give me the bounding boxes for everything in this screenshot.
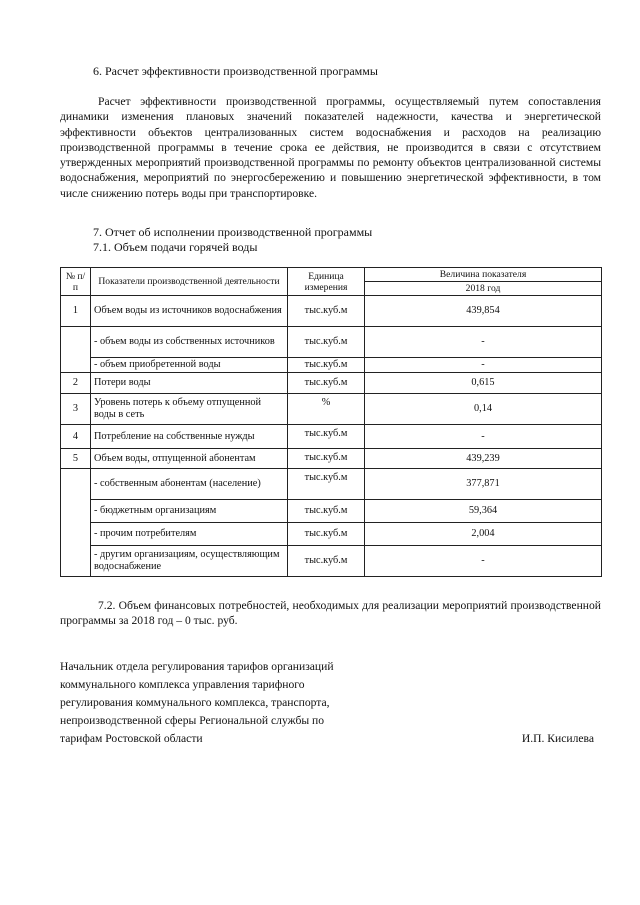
- row-unit: тыс.куб.м: [288, 449, 365, 469]
- row-num: [61, 327, 91, 373]
- section-7-2-text: 7.2. Объем финансовых потребностей, необходимых для реализации мероприятий производственной программы за 2018 год – 0 тыс. руб.: [60, 599, 601, 628]
- row-value: 439,239: [365, 449, 602, 469]
- row-num: 3: [61, 394, 91, 425]
- row-num: 4: [61, 425, 91, 449]
- table-row: [61, 425, 602, 449]
- water-supply-table: [60, 267, 602, 577]
- table-row: [61, 327, 602, 358]
- header-num: № п/п: [61, 268, 91, 296]
- row-indicator: - собственным абонентам (население): [91, 469, 288, 500]
- table-row: [61, 469, 602, 500]
- row-num: 1: [61, 296, 91, 327]
- row-value: 0,615: [365, 373, 602, 394]
- row-unit: тыс.куб.м: [288, 425, 365, 449]
- row-unit: тыс.куб.м: [288, 373, 365, 394]
- row-indicator: Потребление на собственные нужды: [91, 425, 288, 449]
- section-7-title: 7. Отчет об исполнении производственной программы: [93, 225, 373, 239]
- section-6-paragraph: [60, 94, 601, 201]
- table-row: [61, 394, 602, 425]
- row-value: 439,854: [365, 296, 602, 327]
- row-indicator: - бюджетным организациям: [91, 500, 288, 523]
- row-indicator: Объем воды из источников водоснабжения: [91, 296, 288, 327]
- row-indicator: - объем приобретенной воды: [91, 358, 288, 373]
- header-indicator: Показатели производственной деятельности: [91, 268, 288, 296]
- signature-line: тарифам Ростовской области: [60, 732, 203, 745]
- table-row: [61, 373, 602, 394]
- row-unit: тыс.куб.м: [288, 500, 365, 523]
- table-row: [61, 296, 602, 327]
- signature-line: Начальник отдела регулирования тарифов организаций: [60, 660, 334, 673]
- row-value: 0,14: [365, 394, 602, 425]
- row-unit: тыс.куб.м: [288, 546, 365, 577]
- section-7-1-title: 7.1. Объем подачи горячей воды: [93, 240, 258, 254]
- table-row: [61, 358, 602, 373]
- row-value: -: [365, 546, 602, 577]
- signature-line: коммунального комплекса управления тарифного: [60, 678, 305, 691]
- row-num: 5: [61, 449, 91, 469]
- row-indicator: Уровень потерь к объему отпущенной воды в сеть: [91, 394, 288, 425]
- signature-line: непроизводственной сферы Региональной службы по: [60, 714, 325, 727]
- table-row: [61, 449, 602, 469]
- row-value: -: [365, 425, 602, 449]
- row-unit: тыс.куб.м: [288, 523, 365, 546]
- signatory-name: И.П. Кисилева: [521, 732, 594, 745]
- row-value: 59,364: [365, 500, 602, 523]
- table-row: [61, 523, 602, 546]
- row-value: 2,004: [365, 523, 602, 546]
- section-7-2-paragraph: [60, 598, 601, 629]
- row-num: 2: [61, 373, 91, 394]
- row-value: 377,871: [365, 469, 602, 500]
- table-row: [61, 546, 602, 577]
- row-indicator: - прочим потребителям: [91, 523, 288, 546]
- row-indicator: - другим организациям, осуществляющим водоснабжение: [91, 546, 288, 577]
- row-unit: тыс.куб.м: [288, 358, 365, 373]
- row-num: [61, 469, 91, 577]
- row-indicator: Потери воды: [91, 373, 288, 394]
- row-unit: %: [288, 394, 365, 425]
- signature-line: регулирования коммунального комплекса, транспорта,: [60, 696, 330, 709]
- header-unit: Единица измерения: [288, 268, 365, 296]
- row-unit: тыс.куб.м: [288, 296, 365, 327]
- table-row: [61, 500, 602, 523]
- signature-block: [60, 658, 400, 748]
- row-value: -: [365, 358, 602, 373]
- row-unit: тыс.куб.м: [288, 327, 365, 358]
- row-indicator: Объем воды, отпущенной абонентам: [91, 449, 288, 469]
- row-unit: тыс.куб.м: [288, 469, 365, 500]
- row-value: -: [365, 327, 602, 358]
- section-6-title: 6. Расчет эффективности производственной программы: [93, 64, 378, 78]
- header-value-group: Величина показателя: [365, 268, 602, 282]
- row-indicator: - объем воды из собственных источников: [91, 327, 288, 358]
- section-6-paragraph-text: Расчет эффективности производственной программы, осуществляемый путем сопоставления динамики изменения плановых значений показателей надежности, качества и энергетической эффективности объектов централизованных систем водоснабжения и расходов на реализацию производственной программы в течение срока ее действия, не производится в связи с отсутствием утвержденных мероприятий производственной программы по ремонту объектов централизованной системы водоснабжения, мероприятий по энергосбережению и повышению энергетической эффективности, в том числе снижению потерь воды при транспортировке.: [60, 95, 601, 200]
- header-year: 2018 год: [365, 282, 602, 296]
